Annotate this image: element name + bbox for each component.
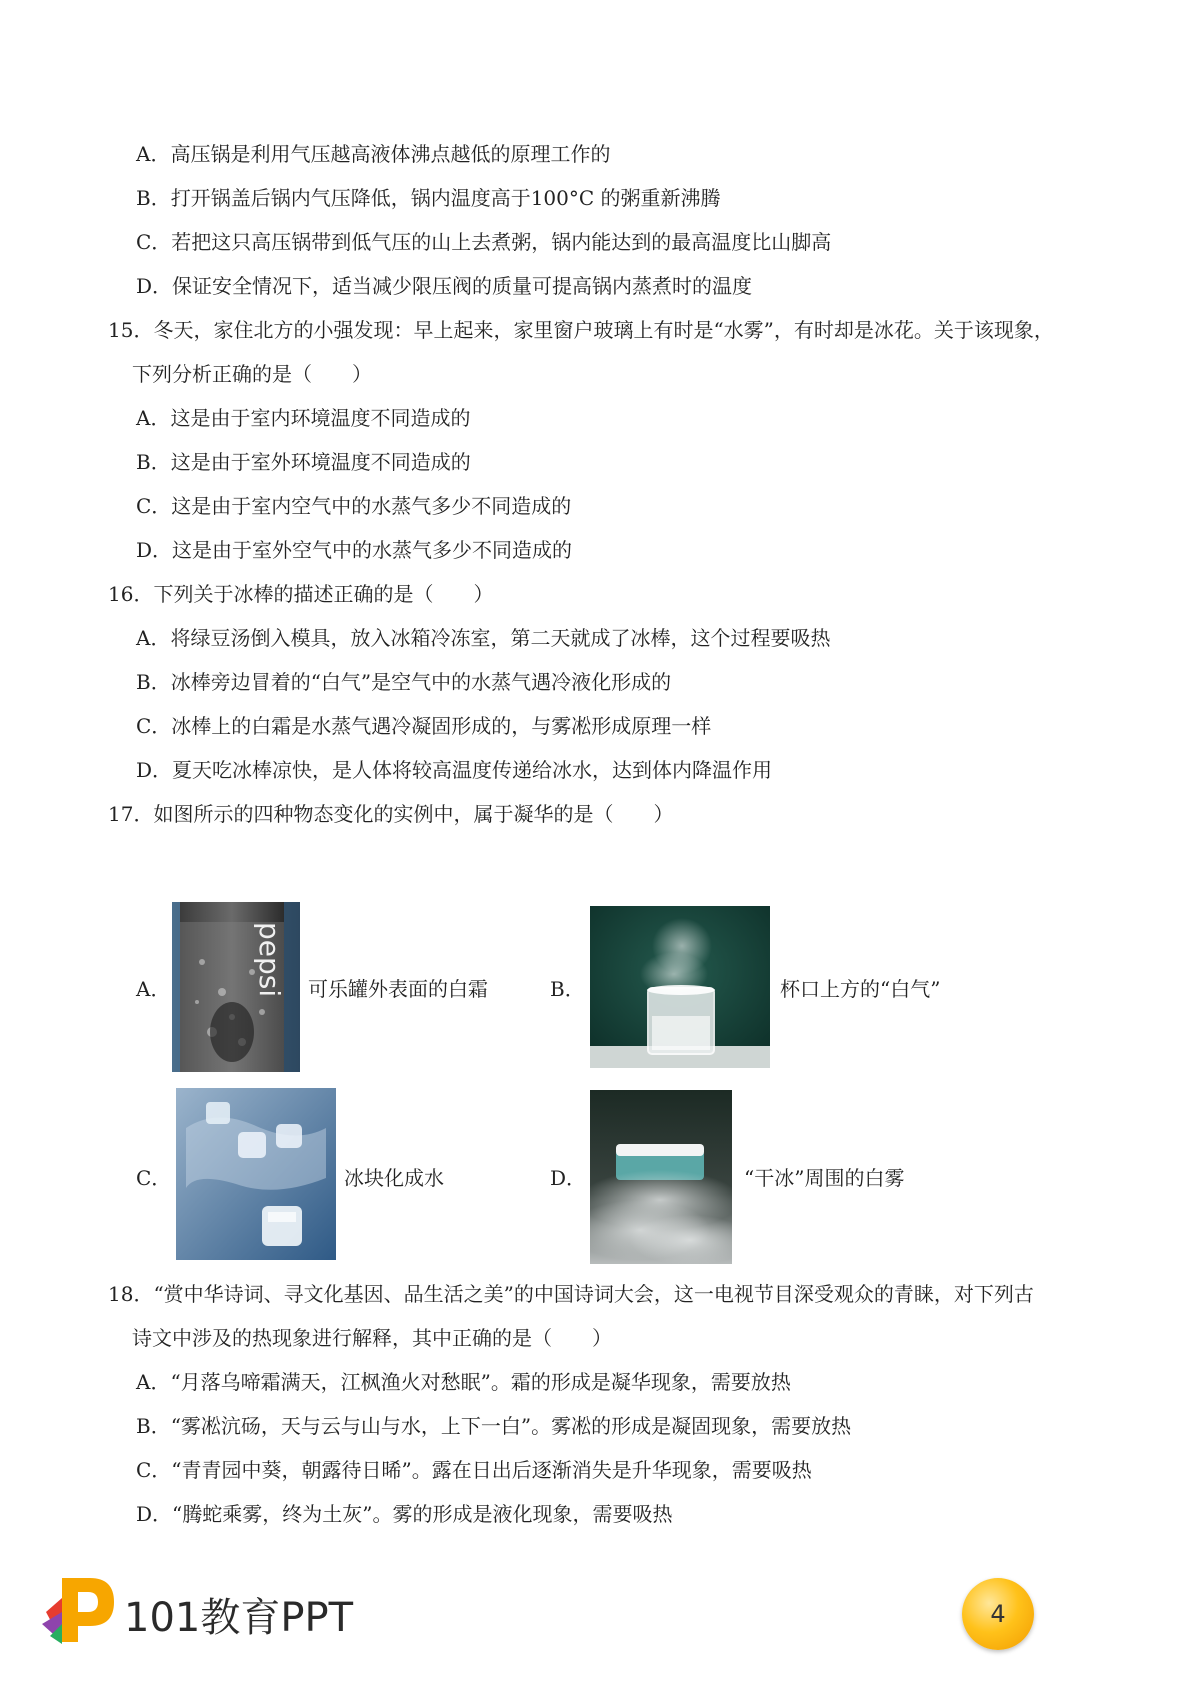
q17-caption-a: 可乐罐外表面的白霜	[308, 977, 488, 1001]
q17-photo-b-beaker-steam	[590, 906, 770, 1068]
q17-choice-a-label: A．	[136, 977, 171, 1001]
q18-option-c: C．“青青园中葵，朝露待日晞”。露在日出后逐渐消失是升华现象，需要吸热	[136, 1458, 812, 1482]
q17-photo-c-ice-cubes	[176, 1088, 336, 1260]
q16-option-a: A．将绿豆汤倒入模具，放入冰箱冷冻室，第二天就成了冰棒，这个过程要吸热	[136, 626, 831, 650]
q17-choice-c-label: C．	[136, 1166, 172, 1190]
q17-stem: 17．如图所示的四种物态变化的实例中，属于凝华的是（ ）	[108, 802, 674, 826]
page-number: 4	[962, 1578, 1034, 1650]
q17-can-brand-text: pepsi	[253, 922, 286, 998]
q18-stem-line1: 18．“赏中华诗词、寻文化基因、品生活之美”的中国诗词大会，这一电视节目深受观众的青睐，对下列古	[108, 1282, 1034, 1306]
q15-option-d: D．这是由于室外空气中的水蒸气多少不同造成的	[136, 538, 573, 562]
brand-p-icon	[40, 1572, 120, 1648]
q15-stem-line2: 下列分析正确的是（ ）	[132, 362, 372, 386]
q15-option-a: A．这是由于室内环境温度不同造成的	[136, 406, 471, 430]
q14-option-b: B．打开锅盖后锅内气压降低，锅内温度高于100°C 的粥重新沸腾	[136, 186, 721, 210]
q18-option-b: B．“雾凇沆砀，天与云与山与水，上下一白”。雾凇的形成是凝固现象，需要放热	[136, 1414, 852, 1438]
q14-option-a: A．高压锅是利用气压越高液体沸点越低的原理工作的	[136, 142, 611, 166]
q14-option-c: C．若把这只高压锅带到低气压的山上去煮粥，锅内能达到的最高温度比山脚高	[136, 230, 832, 254]
q14-option-d: D．保证安全情况下，适当减少限压阀的质量可提高锅内蒸煮时的温度	[136, 274, 753, 298]
q18-option-d: D．“腾蛇乘雾，终为土灰”。雾的形成是液化现象，需要吸热	[136, 1502, 673, 1526]
q18-option-a: A．“月落乌啼霜满天，江枫渔火对愁眠”。霜的形成是凝华现象，需要放热	[136, 1370, 791, 1394]
q15-option-b: B．这是由于室外环境温度不同造成的	[136, 450, 471, 474]
q16-option-d: D．夏天吃冰棒凉快，是人体将较高温度传递给冰水，达到体内降温作用	[136, 758, 773, 782]
q17-choice-b-label: B．	[550, 977, 585, 1001]
q17-photo-a-frost-can	[172, 902, 300, 1072]
q17-caption-b: 杯口上方的“白气”	[780, 977, 941, 1001]
q15-option-c: C．这是由于室内空气中的水蒸气多少不同造成的	[136, 494, 572, 518]
q16-option-c: C．冰棒上的白霜是水蒸气遇冷凝固形成的，与雾凇形成原理一样	[136, 714, 712, 738]
q15-stem-line1: 15．冬天，家住北方的小强发现：早上起来，家里窗户玻璃上有时是“水雾”，有时却是冰花。关于该现象，	[108, 318, 1054, 342]
q17-choice-d-label: D．	[550, 1166, 587, 1190]
q16-option-b: B．冰棒旁边冒着的“白气”是空气中的水蒸气遇冷液化形成的	[136, 670, 672, 694]
q17-caption-c: 冰块化成水	[344, 1166, 444, 1190]
q17-caption-d: “干冰”周围的白雾	[744, 1166, 905, 1190]
q16-stem: 16．下列关于冰棒的描述正确的是（ ）	[108, 582, 494, 606]
q18-stem-line2: 诗文中涉及的热现象进行解释，其中正确的是（ ）	[132, 1326, 612, 1350]
q17-photo-d-dry-ice	[590, 1090, 732, 1264]
brand-name: 101教育PPT	[124, 1595, 354, 1641]
